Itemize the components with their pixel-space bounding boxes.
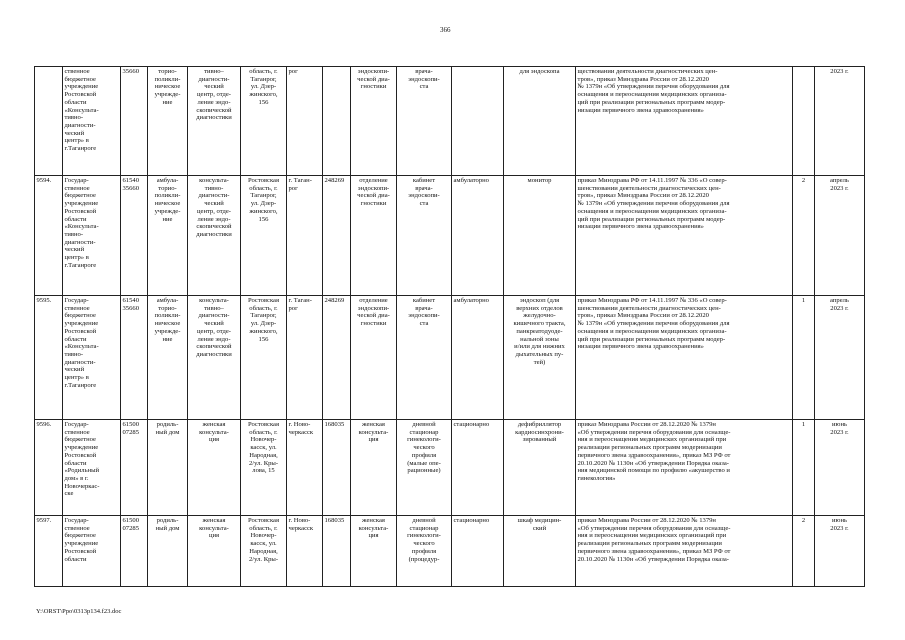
cell-organization-name: Государ- ственное бюджетное учреждение Ростовской области «Консульта- тивно- диагности- ческий центр» в г.Таганроге [63, 296, 121, 420]
cell-row-number: 9597. [35, 516, 63, 587]
cell-equipment-name: для эндоскопа [504, 67, 576, 176]
cell-department-profile: консульта- тивно- диагности- ческий центр, отде- ление эндо- скопической диагностики [188, 176, 241, 296]
cell-organization-type: родиль- ный дом [148, 516, 188, 587]
cell-quantity: 2 [793, 516, 815, 587]
cell-organization-name: ственное бюджетное учреждение Ростовской области «Консульта- тивно- диагности- ческий центр» в г.Таганроге [63, 67, 121, 176]
cell-quantity: 1 [793, 296, 815, 420]
cell-quantity: 1 [793, 420, 815, 516]
cell-delivery-date: апрель 2023 г. [815, 176, 865, 296]
cell-organization-name: Государ- ственное бюджетное учреждение Ростовской области «Родильный дом» в г. Новочеркас- ске [63, 420, 121, 516]
cell-city: г. Ново- черкасск [287, 516, 323, 587]
cell-postal-index: 248269 [323, 296, 351, 420]
cell-postal-index: 168035 [323, 420, 351, 516]
page-number: 366 [440, 26, 451, 34]
cell-care-conditions: стационарно [452, 516, 504, 587]
cell-care-conditions: стационарно [452, 420, 504, 516]
cell-organization-code: 61500 07285 [121, 516, 148, 587]
cell-legal-basis: приказ Минздрава РФ от 14.11.1997 № 336 «О совер- шенствовании деятельности диагностических цен- тров», приказ Минздрава России от 28.12.2020 № 1379н «Об утверждении перечня оборудования для оснащения и переоснащения медицинских организа- ций при реализации региональных программ модер- низации первичного звена здравоохранения» [576, 296, 793, 420]
cell-room-name: врача- эндоскопи- ста [397, 67, 452, 176]
cell-equipment-name: шкаф медицин- ский [504, 516, 576, 587]
cell-row-number: 9596. [35, 420, 63, 516]
cell-room-name: дневной стационар гинекологи- ческого профиля (процедур- [397, 516, 452, 587]
table-row [35, 296, 865, 420]
table-row [35, 67, 865, 176]
cell-care-conditions: амбулаторно [452, 296, 504, 420]
cell-address: область, г. Таганрог, ул. Дзер- жинского, 156 [241, 67, 287, 176]
cell-organization-code: 35660 [121, 67, 148, 176]
table-row [35, 176, 865, 296]
cell-department-profile: тивно– диагности- ческий центр, отде- ление эндо- скопической диагностики [188, 67, 241, 176]
cell-row-number: 9595. [35, 296, 63, 420]
cell-department-profile: женская консульта- ция [188, 420, 241, 516]
cell-legal-basis: приказ Минздрава России от 28.12.2020 № 1379н «Об утверждении перечня оборудования для осназще- ния и переоснащения медицинских организаций при реализации региональных программ модернизации первичного звена здравоохранения», приказ МЗ РФ от 20.10.2020 № 1130н «Об утверждении Порядка оказа- [576, 516, 793, 587]
cell-unit-name: женская консульта- ция [351, 516, 397, 587]
cell-equipment-name: монитор [504, 176, 576, 296]
cell-postal-index: 248269 [323, 176, 351, 296]
cell-care-conditions [452, 67, 504, 176]
cell-organization-type: амбула- торио- поликли- ническое учрежде- ние [148, 176, 188, 296]
cell-care-conditions: амбулаторно [452, 176, 504, 296]
cell-address: Ростовская область, г. Таганрог, ул. Дзер- жинского, 156 [241, 296, 287, 420]
cell-organization-code: 61540 35660 [121, 296, 148, 420]
cell-delivery-date: июнь 2023 г. [815, 516, 865, 587]
cell-organization-code: 61500 07285 [121, 420, 148, 516]
cell-organization-name: Государ- ственное бюджетное учреждение Ростовской области [63, 516, 121, 587]
table-row [35, 516, 865, 587]
cell-delivery-date: июнь 2023 г. [815, 420, 865, 516]
cell-row-number [35, 67, 63, 176]
cell-unit-name: отделение эндоскопи- ческой диа- гностики [351, 296, 397, 420]
cell-unit-name: эндоскопи- ческой диа- гностики [351, 67, 397, 176]
cell-quantity: 2 [793, 176, 815, 296]
cell-legal-basis: приказ Минздрава России от 28.12.2020 № 1379н «Об утверждении перечня оборудования для осназще- ния и переоснащения медицинских организаций при реализации региональных программ модернизации первичного звена здравоохранения», приказ МЗ РФ от 20.10.2020 № 1130н «Об утверждении Порядка оказа- ния медицинской помощи по профилю «акушерство и гинекология» [576, 420, 793, 516]
cell-row-number: 9594. [35, 176, 63, 296]
cell-organization-type: амбула- торио- поликли- ническое учрежде- ние [148, 296, 188, 420]
cell-organization-type: торио- поликли- ническое учрежде- ние [148, 67, 188, 176]
cell-address: Ростовская область, г. Новочер- касск, ул. Народная, 2/ул. Кры- [241, 516, 287, 587]
cell-address: Ростовская область, г. Новочер- касск, ул. Народная, 2/ул. Кры- лова, 15 [241, 420, 287, 516]
cell-department-profile: консульта- тивно– диагности- ческий центр, отде- ление эндо- скопической диагностики [188, 296, 241, 420]
cell-legal-basis: ществовании деятельности диагностических цен- тров», приказ Минздрава России от 28.12.2020 № 1379н «Об утверждении перечня оборудования для оснащения и переоснащения медицинских организа- ций при реализации региональных программ модер- низации первичного звена здравоохранения» [576, 67, 793, 176]
cell-delivery-date: 2023 г. [815, 67, 865, 176]
cell-postal-index [323, 67, 351, 176]
cell-city: г. Таган- рог [287, 296, 323, 420]
cell-legal-basis: приказ Минздрава РФ от 14.11.1997 № 336 «О совер- шенствовании деятельности диагностических цен- тров», приказ Минздрава России от 28.12.2020 № 1379н «Об утверждении перечня оборудования для оснащения и переоснащения медицинских организа- ций при реализации региональных программ модер- низации первичного звена здравоохранения» [576, 176, 793, 296]
table-row [35, 420, 865, 516]
cell-organization-name: Государ- ственное бюджетное учреждение Ростовской области «Консульта- тивно- диагности- ческий центр» в г.Таганроге [63, 176, 121, 296]
equipment-table [34, 66, 865, 587]
cell-city: г. Таган- рог [287, 176, 323, 296]
cell-equipment-name: эндоскоп (для верхних отделов желудочно- кишечного тракта, панкреатодуоде- нальной зоны и/или для нижних дыхательных пу- тей) [504, 296, 576, 420]
cell-room-name: дневной стационар гинекологи- ческого профиля (малые опе- рационные) [397, 420, 452, 516]
cell-delivery-date: апрель 2023 г. [815, 296, 865, 420]
cell-organization-code: 61540 35660 [121, 176, 148, 296]
cell-equipment-name: дефибриллятор кардиосинхрони- зированный [504, 420, 576, 516]
cell-city: г. Ново- черкасск [287, 420, 323, 516]
cell-room-name: кабинет врача- эндоскопи- ста [397, 296, 452, 420]
cell-department-profile: женская консульта- ция [188, 516, 241, 587]
cell-city: рог [287, 67, 323, 176]
footer-file-path: Y:\ORST\Ppo\0313p134.f23.doc [36, 608, 122, 615]
cell-room-name: кабинет врача- эндоскопи- ста [397, 176, 452, 296]
cell-unit-name: отделение эндоскопи- ческой диа- гностики [351, 176, 397, 296]
cell-address: Ростовская область, г. Таганрог, ул. Дзер- жинского, 156 [241, 176, 287, 296]
cell-unit-name: женская консульта- ция [351, 420, 397, 516]
cell-quantity [793, 67, 815, 176]
cell-postal-index: 168035 [323, 516, 351, 587]
cell-organization-type: родиль- ный дом [148, 420, 188, 516]
